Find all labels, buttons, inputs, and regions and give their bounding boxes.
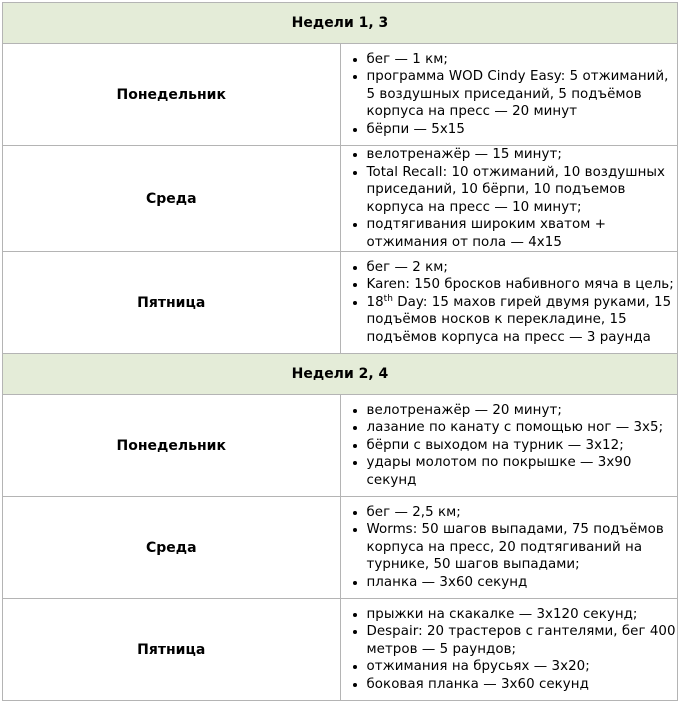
day-name: Понедельник [3, 395, 341, 497]
day-row-wednesday [3, 497, 678, 599]
day-name: Пятница [3, 599, 341, 701]
exercise-item: • бег — 2,5 км; [367, 504, 678, 522]
exercise-item: • Total Recall: 10 отжиманий, 10 воздушных приседаний, 10 бёрпи, 10 подъемов корпуса на пресс — 10 минут; [367, 164, 678, 217]
exercise-item: • боковая планка — 3х60 секунд [367, 676, 678, 694]
day-name: Понедельник [3, 44, 341, 146]
week-header-row [3, 3, 678, 44]
exercise-list-cell [340, 599, 678, 701]
exercise-item: • отжимания на брусьях — 3х20; [367, 658, 678, 676]
exercise-item: • лазание по канату с помощью ног — 3х5; [367, 419, 678, 437]
week-title: Недели 1, 3 [3, 3, 678, 44]
exercise-item: • планка — 3х60 секунд [367, 574, 678, 592]
exercise-list-cell [340, 497, 678, 599]
exercise-item: • прыжки на скакалке — 3х120 секунд; [367, 606, 678, 624]
day-name: Пятница [3, 252, 341, 354]
exercise-list-cell [340, 252, 678, 354]
exercise-list [341, 402, 678, 490]
training-schedule-table [2, 2, 678, 701]
exercise-item: • Karen: 150 бросков набивного мяча в цель; [367, 276, 678, 294]
exercise-item [367, 294, 678, 347]
exercise-list-cell [340, 44, 678, 146]
exercise-item: • подтягивания широким хватом + отжимания от пола — 4х15 [367, 216, 678, 251]
exercise-item: • велотренажёр — 20 минут; [367, 402, 678, 420]
exercise-item: • удары молотом по покрышке — 3х90 секунд [367, 454, 678, 489]
exercise-list [341, 259, 678, 347]
exercise-item-text: Day: 15 махов гирей двумя руками, 15 подъёмов носков к перекладине, 15 подъёмов корпуса на пресс — 3 раунда [366, 294, 672, 345]
day-name: Среда [3, 146, 341, 252]
week-header-row [3, 354, 678, 395]
program-number: 18 [366, 294, 384, 310]
exercise-item: • бег — 1 км; [367, 51, 678, 69]
exercise-item: • Worms: 50 шагов выпадами, 75 подъёмов корпуса на пресс, 20 подтягиваний на турнике, 50 шагов выпадами; [367, 521, 678, 574]
exercise-item: • бёрпи — 5х15 [367, 121, 678, 139]
exercise-item: • бег — 2 км; [367, 259, 678, 277]
exercise-item: • программа WOD Cindy Easy: 5 отжиманий, 5 воздушных приседаний, 5 подъёмов корпуса на пресс — 20 минут [367, 68, 678, 121]
exercise-item: • велотренажёр — 15 минут; [367, 146, 678, 164]
day-name: Среда [3, 497, 341, 599]
exercise-list-cell [340, 395, 678, 497]
exercise-list [341, 504, 678, 592]
exercise-list [341, 146, 678, 251]
exercise-list-cell [340, 146, 678, 252]
day-row-friday [3, 599, 678, 701]
day-row-monday [3, 44, 678, 146]
exercise-item: • Despair: 20 трастеров с гантелями, бег 400 метров — 5 раундов; [367, 623, 678, 658]
day-row-monday [3, 395, 678, 497]
day-row-friday [3, 252, 678, 354]
exercise-list [341, 51, 678, 139]
exercise-list [341, 606, 678, 694]
ordinal-suffix: th [383, 293, 393, 304]
day-row-wednesday [3, 146, 678, 252]
exercise-item: • бёрпи с выходом на турник — 3х12; [367, 437, 678, 455]
week-title: Недели 2, 4 [3, 354, 678, 395]
